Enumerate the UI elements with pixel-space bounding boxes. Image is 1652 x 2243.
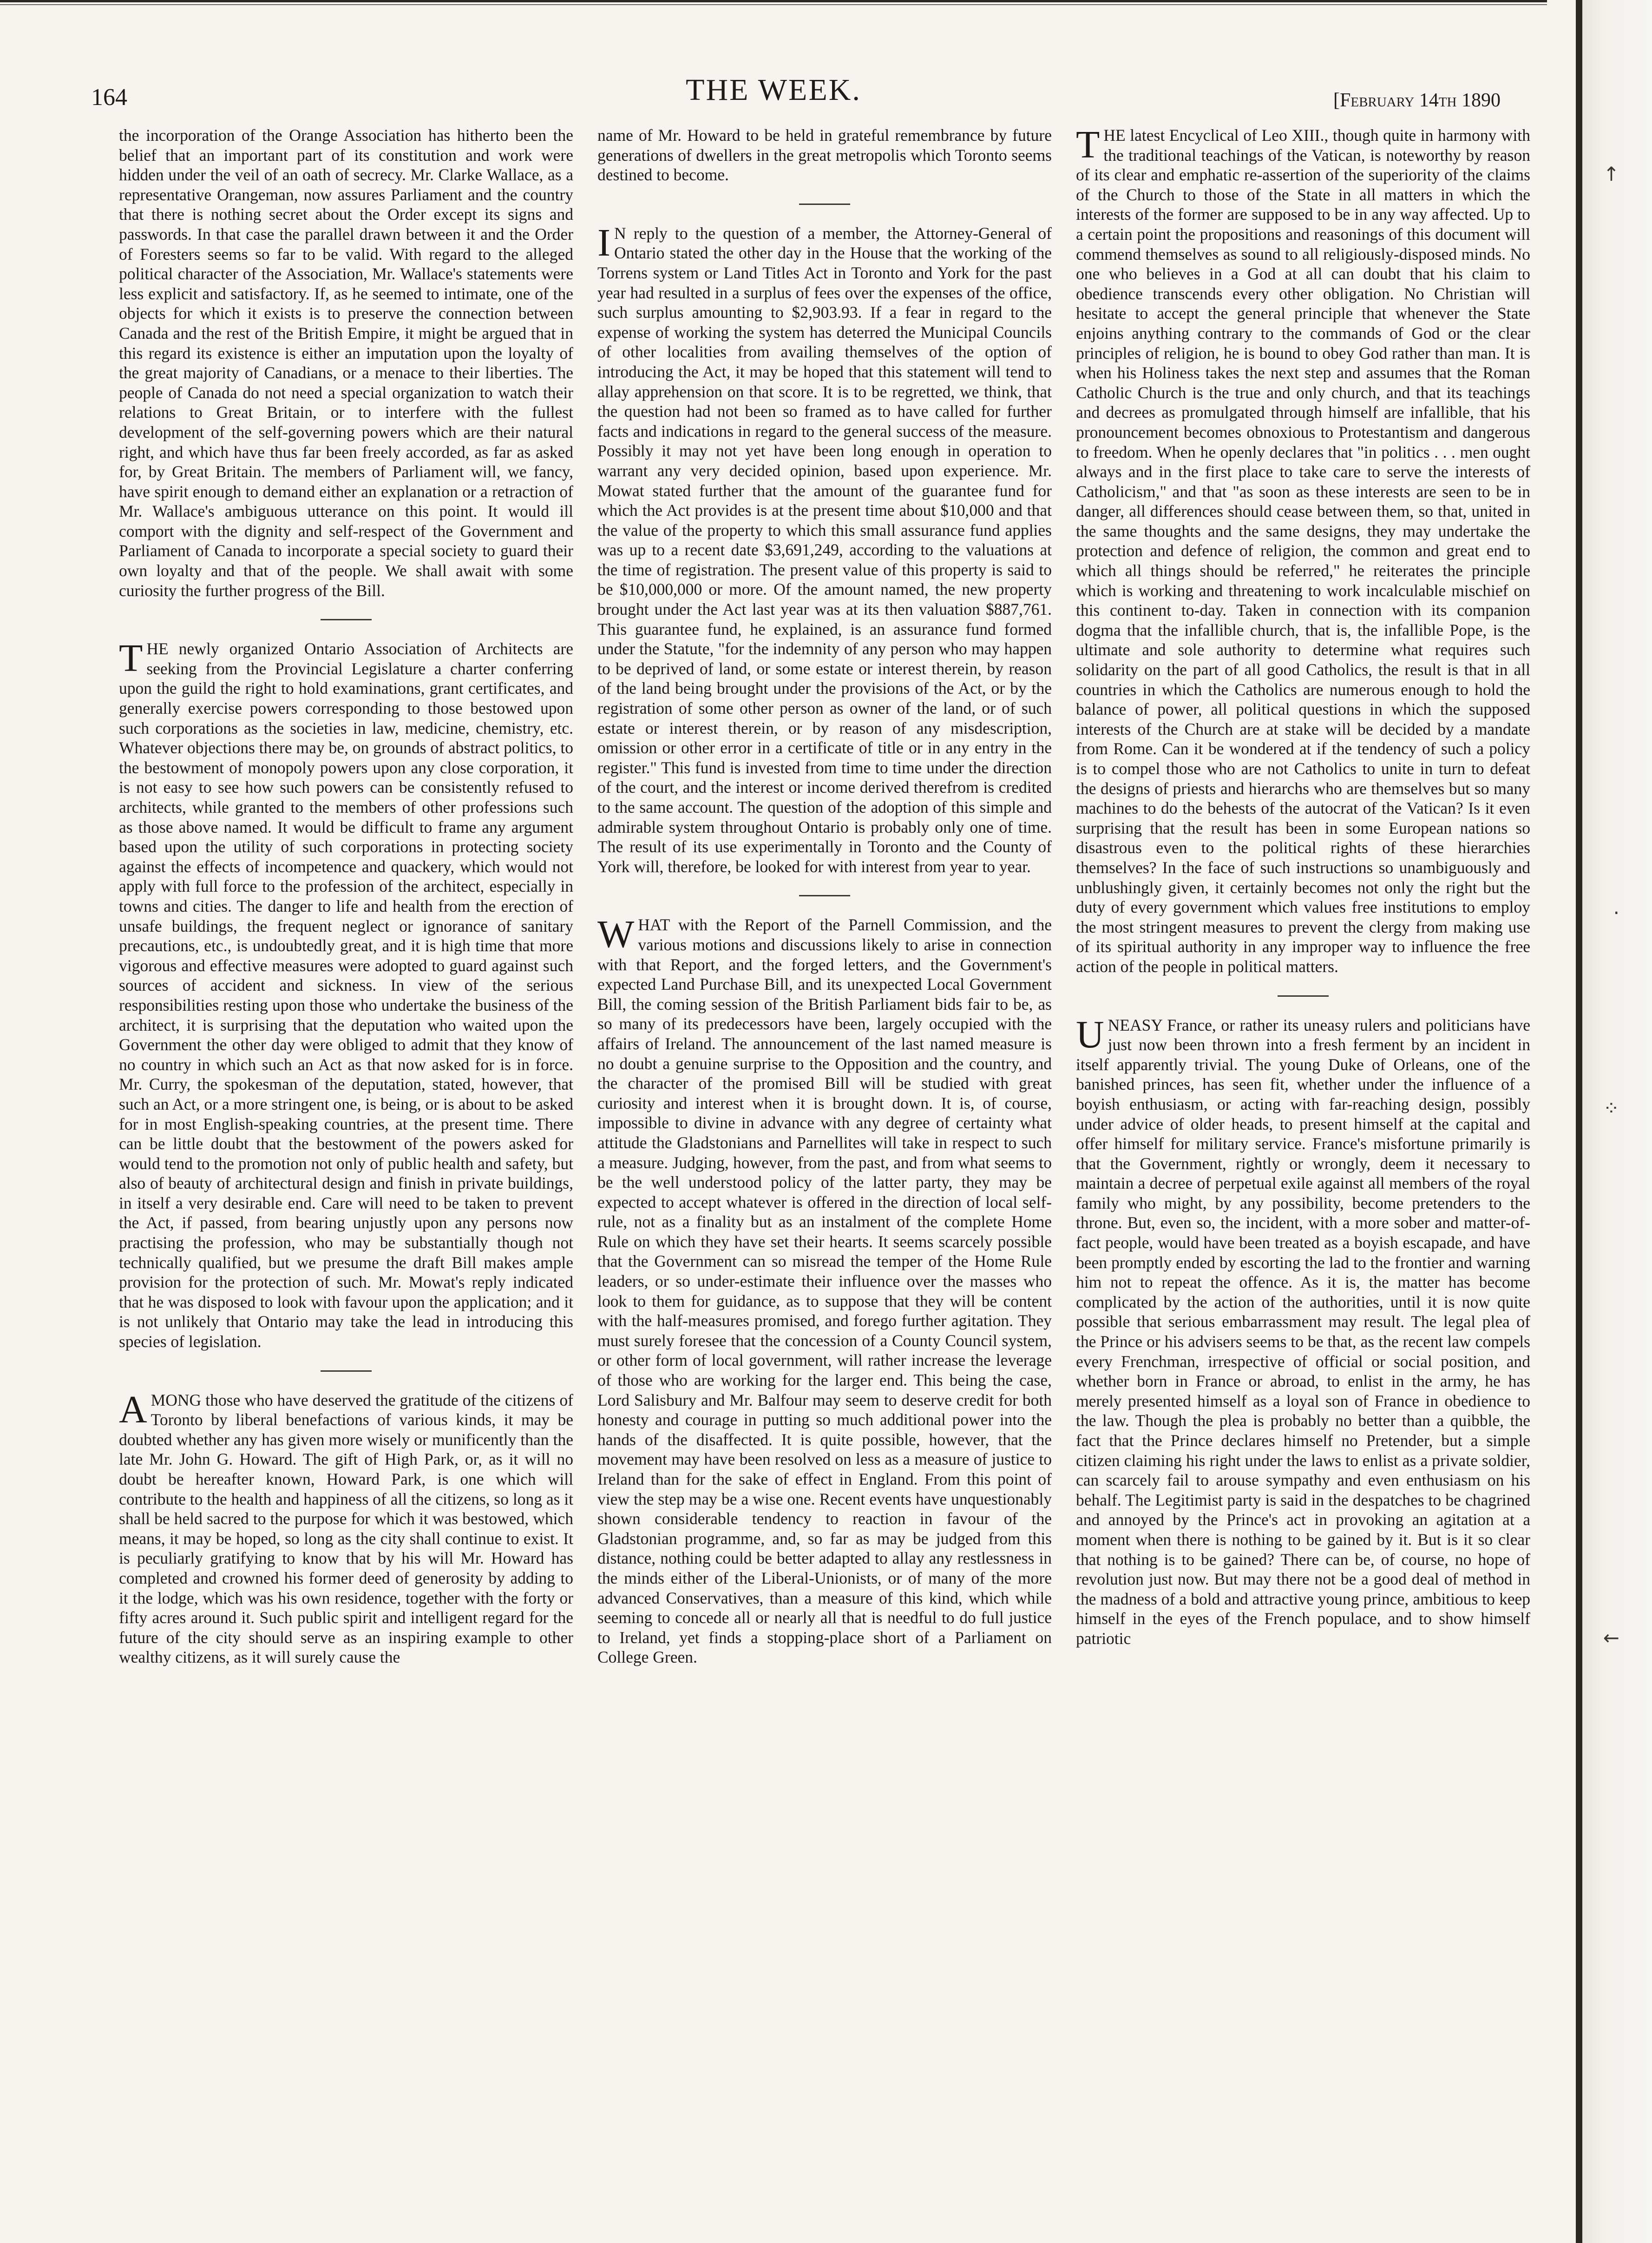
section-divider: [799, 204, 850, 205]
article-paragraph: IN reply to the question of a member, the Attorney-General of Ontario stated the other day in the House that the working of the Torrens system or Land Titles Act in Toronto and York for the past year had resulted in a surplus of fees over the expenses of the office, such surplus amounting to $2,903.93. If a fear in regard to the expense of working the system has deterred the Municipal Councils of other localities from availing themselves of the option of introducing the Act, it may be hoped that this statement will tend to allay apprehension on that score. It is to be regretted, we think, that the question had not been so framed as to have called for further facts and indications in regard to the general success of the measure. Possibly it may not yet have been long enough in operation to warrant any very decided opinion, based upon experience. Mr. Mowat stated further that the amount of the guarantee fund for which the Act provides is at the present time about $10,000 and that the value of the property to which this small assurance fund applies was up to a recent date $3,691,249, according to the valuations at the time of registration. The present value of this property is said to be $10,000,000 or more. Of the amount named, the new property brought under the Act last year was at its then valuation $887,761. This guarantee fund, he explained, is an assurance fund formed under the Statute, "for the indemnity of any person who may happen to be deprived of land, or some estate or interest therein, by reason of the land being brought under the provisions of the Act, or by the registration of some other person as owner of the land, or of such estate or interest therein, or by reason of any misdescription, omission or other error in a certificate of title or in any entry in the register." This fund is invested from time to time under the direction of the court, and the interest or income derived therefrom is credited to the same account. The question of the adoption of this simple and admirable system throughout Ontario is probably only one of time. The result of its use experimentally in Toronto and the County of York will, therefore, be looked for with interest from year to year.: [597, 221, 1052, 876]
article-columns: [107, 125, 1542, 2235]
edge-mark: ·: [1613, 901, 1619, 924]
article-paragraph: UNEASY France, or rather its uneasy rulers and politicians have just now been thrown into a fresh ferment by an incident in itself apparently trivial. The young Duke of Orleans, one of the banished princes, has seen fit, whether under the influence of a boyish enthusiasm, or acting with far-reaching design, possibly under advice of older heads, to present himself at the capital and offer himself for military service. France's misfortune primarily is that the Government, rightly or wrongly, deem it necessary to maintain a decree of perpetual exile against all members of the royal family who might, by any possibility, become pretenders to the throne. But, even so, the incident, with a more sober and matter-of-fact people, would have been treated as a boyish escapade, and have been promptly ended by escorting the lad to the frontier and warning him not to repeat the offence. As it is, the matter has become complicated by the action of the authorities, until it is now quite possible that serious embarrassment may result. The legal plea of the Prince or his advisers seems to be that, as the recent law compels every Frenchman, irrespective of official or social position, and whether born in France or abroad, to enlist in the army, he has merely presented himself as a loyal son of France in obedience to the law. Though the plea is probably no better than a quibble, the fact that the Prince declares himself no Pretender, but a simple citizen claiming his right under the laws to enlist as a private soldier, can scarcely fail to arouse sympathy and even enthusiasm on his behalf. The Legitimist party is said in the despatches to be chagrined and annoyed by the Prince's act in provoking an agitation at a moment when there is nothing to be gained by it. But is it so clear that nothing is to be gained? There can be, of course, no hope of revolution just now. But may there not be a good deal of method in the madness of a bold and attractive young prince, ambitious to keep himself in the eyes of the French populace, and to show himself patriotic: [1076, 1013, 1530, 1648]
top-rule: [0, 0, 1547, 6]
section-divider: [1278, 995, 1329, 997]
edge-mark: ⁘: [1603, 1097, 1619, 1119]
article-paragraph: WHAT with the Report of the Parnell Commission, and the various motions and discussions likely to arise in connection with that Report, and the forged letters, and the Government's expected Land Purchase Bill, and its unexpected Local Government Bill, the coming session of the British Parliament bids fair to be, as so many of its predecessors have been, largely occupied with the affairs of Ireland. The announcement of the last named measure is no doubt a genuine surprise to the Opposition and the country, and the character of the promised Bill will be studied with great curiosity and interest when it is brought down. It is, of course, impossible to divine in advance with any degree of certainty what attitude the Gladstonians and Parnellites will take in respect to such a measure. Judging, however, from the past, and from what seems to be the well understood policy of the latter party, they may be expected to accept whatever is offered in the direction of local self-rule, not as a finality but as an instalment of the complete Home Rule on which they have set their hearts. It seems scarcely possible that the Government can so misread the temper of the Home Rule leaders, or so under-estimate their influence over the masses who look to them for guidance, as to suppose that they will be content with the half-measures promised, and forego further agitation. They must surely foresee that the concession of a County Council system, or other form of local government, will rather increase the leverage of those who are working for the larger end. This being the case, Lord Salisbury and Mr. Balfour may seem to deserve credit for both honesty and courage in putting so much additional power into the hands of the disaffected. It is quite possible, however, that the movement may have been resolved on less as a measure of justice to Ireland than for the sake of effect in England. From this point of view the step may be a wise one. Recent events have unquestionably shown considerable tendency to reaction in favour of the Gladstonian programme, and, so far as may be judged from this distance, nothing could be better adapted to allay any restlessness in the minds either of the Liberal-Unionists, or of many of the more advanced Conservatives, than a measure of this kind, which while seeming to concede all or nearly all that is needful to do full justice to Ireland, yet finds a stopping-place short of a Parliament on College Green.: [597, 913, 1052, 1667]
section-divider: [799, 895, 850, 896]
column-middle: [585, 125, 1064, 2235]
article-paragraph: name of Mr. Howard to be held in grateful remembrance by future generations of dwellers in the great metropolis which Toronto seems destined to become.: [597, 126, 1052, 184]
column-left: [107, 125, 585, 2235]
article-paragraph: THE newly organized Ontario Association of Architects are seeking from the Provincial Legislature a charter conferring upon the guild the right to hold examinations, grant certificates, and generally exercise powers corresponding to those bestowed upon such corporations as the societies in law, medicine, chemistry, etc. Whatever objections there may be, on grounds of abstract politics, to the bestowment of monopoly powers upon any close corporation, it is not easy to see how such powers can be consistently refused to architects, while granted to the members of other professions such as those above named. It would be difficult to frame any argument based upon the utility of such corporations in protecting society against the effects of incompetence and quackery, which would not apply with full force to the profession of the architect, especially in towns and cities. The danger to life and health from the erection of unsafe buildings, the frequent neglect or ignorance of sanitary precautions, etc., is undoubtedly great, and it is high time that more vigorous and effective measures were adopted to guard against such sources of accident and sickness. In view of the serious responsibilities resting upon those who undertake the business of the architect, it is surprising that the deputation who waited upon the Government the other day were obliged to admit that they know of no country in which such an Act as that now asked for is in force. Mr. Curry, the spokesman of the deputation, stated, however, that such an Act, or a more stringent one, is being, or is about to be asked for in most English-speaking countries, at the present time. There can be little doubt that the bestowment of the powers asked for would tend to the promotion not only of public health and safety, but also of beauty of architectural design and finish in private buildings, in itself a very desirable end. Care will need to be taken to prevent the Act, if passed, from bearing unjustly upon any persons now practising the profession, who may be substantially though not technically qualified, but we presume the draft Bill makes ample provision for the protection of such. Mr. Mowat's reply indicated that he was disposed to look with favour upon the application; and it is not unlikely that Ontario may take the lead in introducing this species of legislation.: [119, 637, 574, 1351]
section-divider: [321, 1370, 372, 1372]
page-number: 164: [91, 84, 127, 111]
page-header: [0, 70, 1547, 112]
article-paragraph: AMONG those who have deserved the gratitude of the citizens of Toronto by liberal benefactions of various kinds, it may be doubted whether any has given more wisely or munificently than the late Mr. John G. Howard. The gift of High Park, or, as it will no doubt be hereafter known, Howard Park, is one which will contribute to the health and happiness of all the citizens, so long as it shall be held sacred to the purpose for which it was bestowed, which means, it may be hoped, so long as the city shall continue to exist. It is peculiarly gratifying to know that by his will Mr. Howard has completed and crowned his former deed of generosity by adding to it the lodge, which was his own residence, together with the forty or fifty acres around it. Such public spirit and intelligent regard for the future of the city should serve as an inspiring example to other wealthy citizens, as it will surely cause the: [119, 1388, 573, 1667]
article-paragraph: THE latest Encyclical of Leo XIII., though quite in harmony with the traditional teachings of the Vatican, is noteworthy by reason of its clear and emphatic re-assertion of the superiority of the claims of the Church to those of the State in all matters in which the interests of the former are supposed to be in any way affected. Up to a certain point the propositions and reasonings of this document will commend themselves as sound to all religiously-disposed minds. No one who believes in a God at all can doubt that his claim to obedience transcends every other obligation. No Christian will hesitate to accept the general principle that whenever the State enjoins anything contrary to the commands of God or the clear principles of religion, he is bound to obey God rather than man. It is when his Holiness takes the next step and assumes that the Roman Catholic Church is the true and only church, and that its teachings and decrees as promulgated through himself are infallible, that his pronouncement becomes obnoxious to Protestantism and dangerous to freedom. When he openly declares that "in politics . . . men ought always and in the first place to take care to serve the interests of Catholicism," and that "as soon as these interests are seen to be in danger, all differences should cease between them, so that, united in the same thoughts and the same designs, they may undertake the protection and defence of religion, the common and great end to which all things should be referred," he reiterates the principle which is working and threatening to work incalculable mischief on this continent to-day. Taken in connection with its companion dogma that the infallible church, that is, the infallible Pope, is the ultimate and sole authority to determine what requires such solidarity on the part of all good Catholics, the result is that in all countries in which the Catholics are numerous enough to hold the balance of power, all political questions in which the supposed interests of the Church are at stake will be decided by a mandate from Rome. Can it be wondered at if the tendency of such a policy is to compel those who are not Catholics to unite in turn to defeat the designs of priests and hierarchs who are themselves but so many machines to do the behests of the autocrat of the Vatican? Is it even surprising that the result has been in some European nations so disastrous even to the political rights of these hierarchies themselves? In the face of such instructions so unambiguously and unblushingly given, it certainly becomes not only the right but the duty of every government which values free institutions to employ the most stringent measures to prevent the clergy from making use of its spiritual authority in any improper way to influence the free action of the people in political matters.: [1076, 125, 1530, 976]
binding-edge: [1576, 0, 1582, 2243]
edge-mark: ←: [1603, 1626, 1619, 1649]
column-right: [1064, 125, 1542, 2235]
page-edge-shadow: [1582, 0, 1652, 2243]
edge-mark: ↑: [1603, 163, 1619, 185]
article-paragraph: the incorporation of the Orange Association has hitherto been the belief that an important part of its constitution and work were hidden under the veil of an oath of secrecy. Mr. Clarke Wallace, as a representative Orangeman, now assures Parliament and the country that there is nothing secret about the Order except its signs and passwords. In that case the parallel drawn between it and the Order of Foresters seems so far to be valid. With regard to the alleged political character of the Association, Mr. Wallace's statements were less explicit and satisfactory. If, as he seemed to intimate, one of the objects for which it exists is to preserve the connection between Canada and the rest of the British Empire, it might be argued that in this regard its existence is either an imputation upon the loyalty of the great majority of Canadians, or a menace to their liberties. The people of Canada do not need a special organization to watch their relations to Great Britain, or to interfere with the fullest development of the self-governing powers which are their natural right, and which have thus far been freely accorded, as far as asked for, by Great Britain. The members of Parliament will, we fancy, have spirit enough to demand either an explanation or a retraction of Mr. Wallace's ambiguous utterance on this point. It would ill comport with the dignity and self-respect of the Government and Parliament of Canada to incorporate a special society to guard their own loyalty and that of the people. We shall await with some curiosity the further progress of the Bill.: [119, 126, 573, 600]
running-title: THE WEEK.: [686, 73, 861, 107]
issue-date: [February 14th 1890: [1333, 90, 1501, 111]
section-divider: [321, 619, 372, 620]
